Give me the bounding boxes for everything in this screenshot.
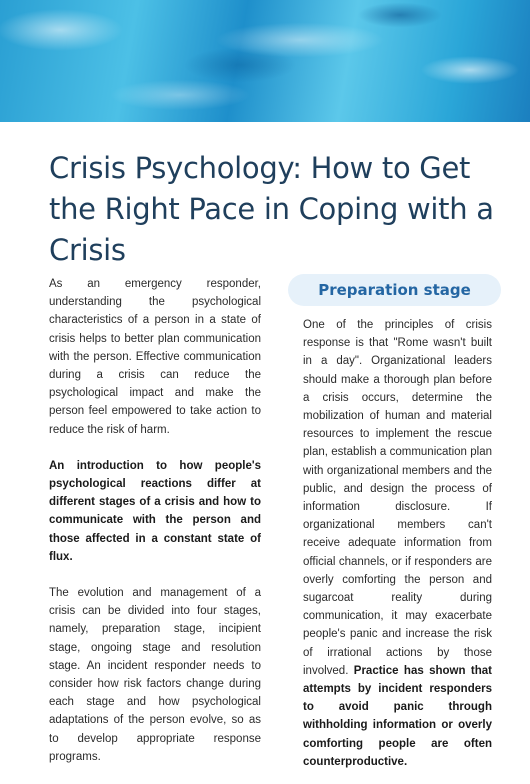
left-column [49,275,261,784]
preparation-body: One of the principles of crisis response is that "Rome wasn't built in a day". Organizational leaders should make a thorough plan before a crisis occurs, determine the mobilization of human and material resources to implement the rescue plan, establish a communication plan with organizational members and the public, and design the process of information disclosure. If organizational members can't receive adequate information from official channels, or if responders are overly comforting the person and sugarcoat reality during communication, it may exacerbate people's panic and increase the risk of irrational actions by those involved. [303,319,492,677]
highlight-paragraph: An introduction to how people's psychological reactions differ at different stages of a crisis and how to communicate with the person and those affected in a constant state of flux. [49,459,261,563]
right-column [303,316,492,771]
page-title: Crisis Psychology: How to Get the Right Pace in Coping with a Crisis [49,151,494,267]
header-banner-image [0,0,530,122]
section-heading: Preparation stage [318,281,471,299]
stages-paragraph: The evolution and management of a crisis can be divided into four stages, namely, preparation stage, incipient stage, ongoing stage and resolution stage. An incident responder needs to consider how risk factors change during each stage and how psychological adaptations of the person evolve, so as to develop appropriate response programs. [49,587,261,763]
preparation-emphasis: Practice has shown that attempts by incident responders to avoid panic through withholding information or overly comforting people are often counterproductive. [303,664,492,768]
intro-paragraph: As an emergency responder, understanding the psychological characteristics of a person in a state of crisis helps to better plan communication with the person. Effective communication during a crisis can reduce the psychological impact and make the person feel empowered to take action to reduce the risk of harm. [49,278,261,436]
section-heading-pill [288,274,501,306]
preparation-paragraph [303,316,492,771]
